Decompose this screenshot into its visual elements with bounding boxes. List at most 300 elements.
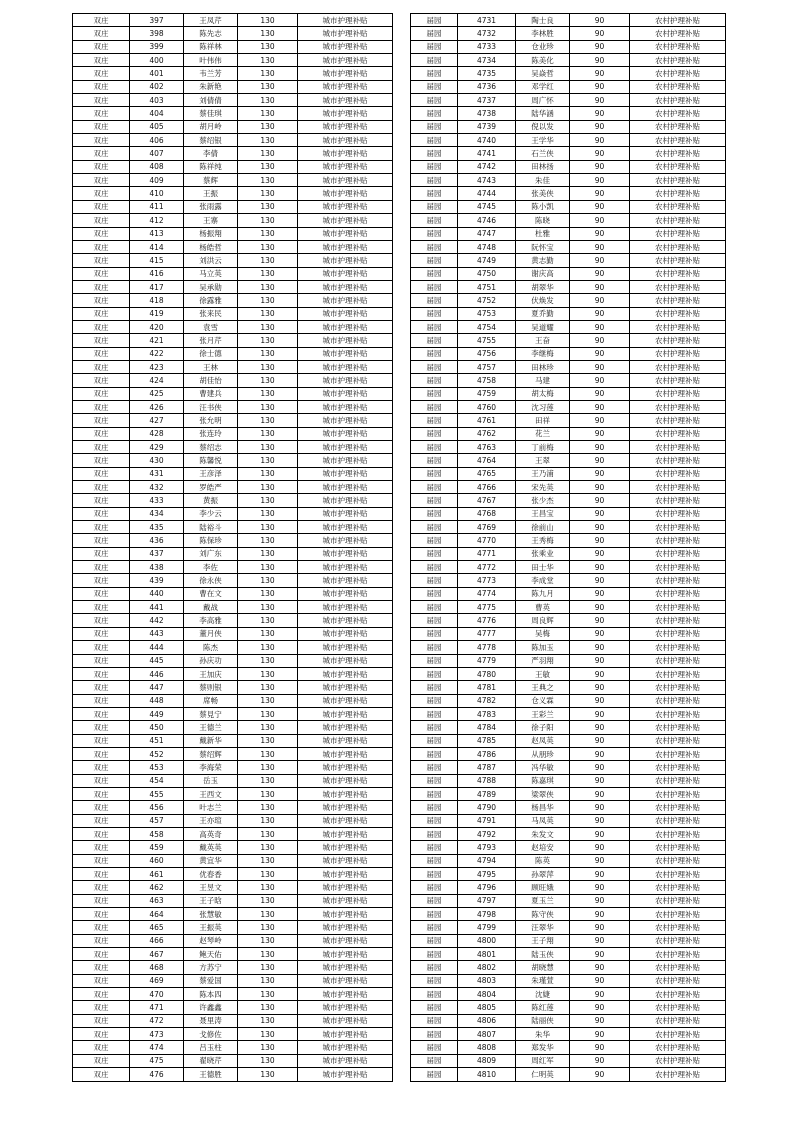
serial-number-cell: 435 [130,521,184,534]
name-cell: 田士华 [516,561,570,574]
table-row [73,174,393,187]
town-cell: 届园 [411,240,458,253]
table-row [73,948,393,961]
subsidy-type-cell: 农村护理补贴 [630,534,726,547]
table-row [411,641,726,654]
town-cell: 双庄 [73,774,130,787]
subsidy-type-cell: 农村护理补贴 [630,627,726,640]
table-row [73,1028,393,1041]
table-row [73,387,393,400]
town-cell: 届园 [411,400,458,413]
table-row [411,761,726,774]
table-row [411,467,726,480]
serial-number-cell: 4801 [458,948,516,961]
town-cell: 届园 [411,641,458,654]
subsidy-type-cell: 农村护理补贴 [630,601,726,614]
amount-cell: 130 [238,561,298,574]
subsidy-type-cell: 农村护理补贴 [630,894,726,907]
serial-number-cell: 420 [130,320,184,333]
name-cell: 李倩 [184,147,238,160]
subsidy-type-cell: 农村护理补贴 [630,547,726,560]
town-cell: 届园 [411,147,458,160]
table-row [73,494,393,507]
name-cell: 陈加玉 [516,641,570,654]
name-cell: 吴道耀 [516,320,570,333]
table-row [73,1068,393,1081]
name-cell: 阮怀宝 [516,240,570,253]
subsidy-type-cell: 农村护理补贴 [630,227,726,240]
serial-number-cell: 413 [130,227,184,240]
town-cell: 双庄 [73,587,130,600]
town-cell: 届园 [411,988,458,1001]
subsidy-type-cell: 农村护理补贴 [630,814,726,827]
subsidy-type-cell: 城市护理补贴 [298,694,393,707]
serial-number-cell: 473 [130,1028,184,1041]
serial-number-cell: 4752 [458,294,516,307]
subsidy-type-cell: 城市护理补贴 [298,801,393,814]
amount-cell: 90 [570,721,630,734]
amount-cell: 130 [238,267,298,280]
table-row [411,187,726,200]
serial-number-cell: 4750 [458,267,516,280]
amount-cell: 130 [238,134,298,147]
subsidy-type-cell: 农村护理补贴 [630,147,726,160]
amount-cell: 90 [570,641,630,654]
name-cell: 戴英英 [184,841,238,854]
subsidy-type-cell: 城市护理补贴 [298,1014,393,1027]
amount-cell: 90 [570,547,630,560]
serial-number-cell: 4756 [458,347,516,360]
subsidy-type-cell: 城市护理补贴 [298,160,393,173]
town-cell: 双庄 [73,240,130,253]
serial-number-cell: 439 [130,574,184,587]
subsidy-type-cell: 城市护理补贴 [298,454,393,467]
table-row [411,67,726,80]
name-cell: 胡佳怡 [184,374,238,387]
table-row [411,827,726,840]
table-row [411,494,726,507]
town-cell: 双庄 [73,214,130,227]
table-row [411,1028,726,1041]
subsidy-type-cell: 城市护理补贴 [298,80,393,93]
serial-number-cell: 4790 [458,801,516,814]
table-row [73,14,393,27]
town-cell: 双庄 [73,948,130,961]
table-row [411,400,726,413]
amount-cell: 130 [238,94,298,107]
table-row [73,334,393,347]
amount-cell: 90 [570,774,630,787]
town-cell: 届园 [411,307,458,320]
town-cell: 届园 [411,374,458,387]
amount-cell: 90 [570,174,630,187]
serial-number-cell: 428 [130,427,184,440]
table-row [411,601,726,614]
town-cell: 双庄 [73,427,130,440]
subsidy-type-cell: 城市护理补贴 [298,654,393,667]
town-cell: 双庄 [73,868,130,881]
amount-cell: 130 [238,841,298,854]
town-cell: 双庄 [73,1068,130,1081]
amount-cell: 130 [238,507,298,520]
table-row [73,54,393,67]
table-row [73,747,393,760]
table-row [411,200,726,213]
amount-cell: 90 [570,494,630,507]
subsidy-type-cell: 城市护理补贴 [298,667,393,680]
amount-cell: 90 [570,467,630,480]
table-row [73,707,393,720]
town-cell: 届园 [411,908,458,921]
subsidy-type-cell: 农村护理补贴 [630,481,726,494]
subsidy-type-cell: 农村护理补贴 [630,721,726,734]
right-table-body [411,14,726,1082]
serial-number-cell: 422 [130,347,184,360]
table-row [411,974,726,987]
name-cell: 梁翠侠 [516,787,570,800]
town-cell: 双庄 [73,254,130,267]
serial-number-cell: 443 [130,627,184,640]
town-cell: 双庄 [73,374,130,387]
subsidy-type-cell: 城市护理补贴 [298,307,393,320]
table-row [411,254,726,267]
amount-cell: 90 [570,988,630,1001]
name-cell: 徐士德 [184,347,238,360]
name-cell: 王学华 [516,134,570,147]
table-row [73,761,393,774]
name-cell: 李高雅 [184,614,238,627]
table-row [411,988,726,1001]
left-table-body [73,14,393,1082]
subsidy-type-cell: 城市护理补贴 [298,707,393,720]
town-cell: 双庄 [73,521,130,534]
amount-cell: 90 [570,40,630,53]
town-cell: 届园 [411,868,458,881]
subsidy-type-cell: 农村护理补贴 [630,134,726,147]
name-cell: 戴新华 [184,734,238,747]
town-cell: 双庄 [73,894,130,907]
table-row [411,1068,726,1081]
serial-number-cell: 464 [130,908,184,921]
town-cell: 届园 [411,694,458,707]
serial-number-cell: 4734 [458,54,516,67]
subsidy-type-cell: 城市护理补贴 [298,574,393,587]
table-row [73,107,393,120]
serial-number-cell: 398 [130,27,184,40]
subsidy-type-cell: 农村护理补贴 [630,120,726,133]
amount-cell: 130 [238,467,298,480]
name-cell: 王奋 [516,334,570,347]
table-row [411,481,726,494]
subsidy-type-cell: 城市护理补贴 [298,174,393,187]
name-cell: 席畅 [184,694,238,707]
table-row [411,267,726,280]
serial-number-cell: 437 [130,547,184,560]
serial-number-cell: 4788 [458,774,516,787]
amount-cell: 90 [570,147,630,160]
table-row [411,107,726,120]
table-row [73,1014,393,1027]
name-cell: 徐永侠 [184,574,238,587]
serial-number-cell: 442 [130,614,184,627]
subsidy-type-cell: 农村护理补贴 [630,707,726,720]
table-row [73,721,393,734]
table-row [411,1014,726,1027]
serial-number-cell: 4743 [458,174,516,187]
town-cell: 届园 [411,1028,458,1041]
subsidy-type-cell: 农村护理补贴 [630,360,726,373]
table-row [411,54,726,67]
table-row [411,841,726,854]
name-cell: 赵琴岭 [184,934,238,947]
name-cell: 陆玉侠 [516,948,570,961]
name-cell: 蔡爱国 [184,974,238,987]
name-cell: 蔡見宁 [184,707,238,720]
table-row [73,974,393,987]
amount-cell: 90 [570,107,630,120]
table-row [73,868,393,881]
name-cell: 胡翠华 [516,280,570,293]
amount-cell: 90 [570,961,630,974]
name-cell: 王寨 [184,214,238,227]
town-cell: 双庄 [73,681,130,694]
town-cell: 届园 [411,547,458,560]
serial-number-cell: 432 [130,481,184,494]
subsidy-type-cell: 农村护理补贴 [630,654,726,667]
serial-number-cell: 474 [130,1041,184,1054]
table-row [411,654,726,667]
serial-number-cell: 410 [130,187,184,200]
subsidy-type-cell: 农村护理补贴 [630,200,726,213]
table-row [73,160,393,173]
amount-cell: 130 [238,14,298,27]
name-cell: 许鑫鑫 [184,1001,238,1014]
name-cell: 王西文 [184,787,238,800]
town-cell: 双庄 [73,414,130,427]
serial-number-cell: 4733 [458,40,516,53]
town-cell: 届园 [411,934,458,947]
amount-cell: 130 [238,587,298,600]
subsidy-type-cell: 农村护理补贴 [630,240,726,253]
subsidy-type-cell: 城市护理补贴 [298,627,393,640]
subsidy-type-cell: 城市护理补贴 [298,481,393,494]
table-row [411,681,726,694]
table-row [411,587,726,600]
name-cell: 朱华 [516,1028,570,1041]
subsidy-type-cell: 城市护理补贴 [298,240,393,253]
town-cell: 双庄 [73,747,130,760]
town-cell: 双庄 [73,94,130,107]
table-row [73,1001,393,1014]
town-cell: 双庄 [73,787,130,800]
amount-cell: 90 [570,894,630,907]
name-cell: 王亦瑄 [184,814,238,827]
name-cell: 王秀梅 [516,534,570,547]
name-cell: 王敏 [516,667,570,680]
town-cell: 届园 [411,160,458,173]
name-cell: 徐露雅 [184,294,238,307]
table-row [73,601,393,614]
subsidy-type-cell: 农村护理补贴 [630,641,726,654]
name-cell: 王昱文 [184,881,238,894]
table-row [411,521,726,534]
right-subsidy-table [410,13,726,1082]
amount-cell: 90 [570,1054,630,1067]
subsidy-type-cell: 城市护理补贴 [298,467,393,480]
amount-cell: 130 [238,707,298,720]
amount-cell: 90 [570,881,630,894]
serial-number-cell: 446 [130,667,184,680]
table-row [411,908,726,921]
name-cell: 李继梅 [516,347,570,360]
amount-cell: 130 [238,494,298,507]
serial-number-cell: 4784 [458,721,516,734]
serial-number-cell: 451 [130,734,184,747]
amount-cell: 90 [570,707,630,720]
amount-cell: 130 [238,240,298,253]
name-cell: 朱新艳 [184,80,238,93]
serial-number-cell: 4735 [458,67,516,80]
table-row [411,814,726,827]
amount-cell: 130 [238,868,298,881]
amount-cell: 130 [238,107,298,120]
table-row [411,734,726,747]
town-cell: 届园 [411,1054,458,1067]
town-cell: 双庄 [73,694,130,707]
table-row [411,347,726,360]
town-cell: 届园 [411,120,458,133]
town-cell: 双庄 [73,1041,130,1054]
name-cell: 王子翔 [516,934,570,947]
town-cell: 双庄 [73,827,130,840]
amount-cell: 90 [570,441,630,454]
name-cell: 邓学红 [516,80,570,93]
subsidy-type-cell: 农村护理补贴 [630,214,726,227]
town-cell: 双庄 [73,54,130,67]
serial-number-cell: 455 [130,787,184,800]
table-row [73,774,393,787]
subsidy-type-cell: 城市护理补贴 [298,54,393,67]
name-cell: 蔡绍志 [184,441,238,454]
subsidy-type-cell: 农村护理补贴 [630,94,726,107]
amount-cell: 90 [570,601,630,614]
amount-cell: 130 [238,454,298,467]
table-row [411,454,726,467]
town-cell: 届园 [411,948,458,961]
subsidy-type-cell: 城市护理补贴 [298,147,393,160]
serial-number-cell: 405 [130,120,184,133]
subsidy-type-cell: 城市护理补贴 [298,854,393,867]
amount-cell: 130 [238,360,298,373]
amount-cell: 90 [570,614,630,627]
town-cell: 届园 [411,801,458,814]
serial-number-cell: 4758 [458,374,516,387]
subsidy-type-cell: 城市护理补贴 [298,587,393,600]
subsidy-type-cell: 农村护理补贴 [630,827,726,840]
name-cell: 叶志兰 [184,801,238,814]
table-row [73,814,393,827]
table-row [73,641,393,654]
amount-cell: 130 [238,681,298,694]
table-row [411,1054,726,1067]
subsidy-type-cell: 城市护理补贴 [298,94,393,107]
table-row [411,414,726,427]
amount-cell: 90 [570,187,630,200]
table-row [73,40,393,53]
serial-number-cell: 4797 [458,894,516,907]
town-cell: 届园 [411,787,458,800]
amount-cell: 130 [238,894,298,907]
amount-cell: 130 [238,307,298,320]
name-cell: 蔡辉 [184,174,238,187]
town-cell: 双庄 [73,601,130,614]
serial-number-cell: 415 [130,254,184,267]
table-row [411,1001,726,1014]
town-cell: 届园 [411,534,458,547]
table-row [411,774,726,787]
serial-number-cell: 4807 [458,1028,516,1041]
subsidy-type-cell: 农村护理补贴 [630,347,726,360]
name-cell: 汪书侠 [184,400,238,413]
town-cell: 届园 [411,467,458,480]
amount-cell: 90 [570,534,630,547]
subsidy-type-cell: 城市护理补贴 [298,908,393,921]
amount-cell: 130 [238,1041,298,1054]
subsidy-type-cell: 城市护理补贴 [298,40,393,53]
table-row [411,214,726,227]
town-cell: 届园 [411,387,458,400]
serial-number-cell: 4795 [458,868,516,881]
amount-cell: 90 [570,921,630,934]
name-cell: 陈保珍 [184,534,238,547]
table-row [411,227,726,240]
subsidy-type-cell: 城市护理补贴 [298,787,393,800]
town-cell: 届园 [411,707,458,720]
name-cell: 张连玲 [184,427,238,440]
subsidy-type-cell: 城市护理补贴 [298,347,393,360]
town-cell: 届园 [411,774,458,787]
name-cell: 杜雅 [516,227,570,240]
amount-cell: 130 [238,414,298,427]
table-row [73,254,393,267]
town-cell: 双庄 [73,814,130,827]
table-row [73,441,393,454]
name-cell: 张慧敏 [184,908,238,921]
name-cell: 王振 [184,187,238,200]
name-cell: 张月芹 [184,334,238,347]
subsidy-type-cell: 城市护理补贴 [298,734,393,747]
subsidy-type-cell: 城市护理补贴 [298,534,393,547]
name-cell: 李少云 [184,507,238,520]
serial-number-cell: 4748 [458,240,516,253]
town-cell: 双庄 [73,641,130,654]
table-row [411,534,726,547]
table-row [73,841,393,854]
town-cell: 双庄 [73,988,130,1001]
amount-cell: 90 [570,948,630,961]
subsidy-type-cell: 农村护理补贴 [630,988,726,1001]
serial-number-cell: 4783 [458,707,516,720]
town-cell: 届园 [411,294,458,307]
name-cell: 张乘业 [516,547,570,560]
town-cell: 双庄 [73,547,130,560]
name-cell: 张雨露 [184,200,238,213]
amount-cell: 90 [570,1068,630,1081]
amount-cell: 130 [238,908,298,921]
amount-cell: 130 [238,374,298,387]
amount-cell: 90 [570,427,630,440]
serial-number-cell: 4773 [458,574,516,587]
